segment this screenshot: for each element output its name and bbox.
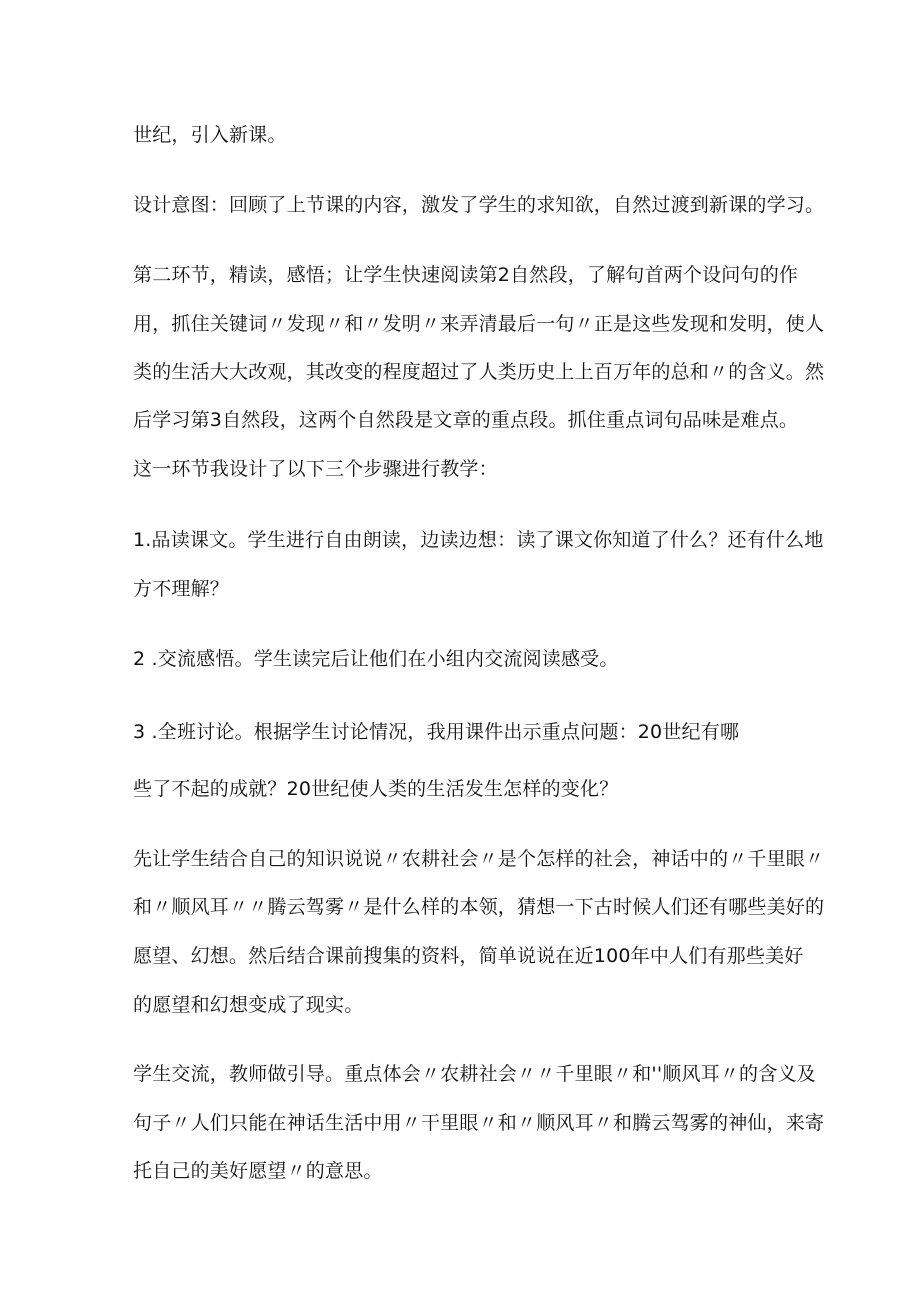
text-line: 第二环节，精读，感悟；让学生快速阅读第2自然段，了解句首两个设问句的作 xyxy=(133,264,799,286)
text-line: 后学习第3自然段，这两个自然段是文章的重点段。抓住重点词句品味是难点。 xyxy=(133,409,799,431)
text-line: 1.品读课文。学生进行自由朗读，边读边想：读了课文你知道了什么？还有什么地 xyxy=(133,529,824,551)
text-line: 和〃顺风耳〃〃腾云驾雾〃是什么样的本领，猜想一下古时候人们还有哪些美好的 xyxy=(133,896,825,918)
text-line: 这一环节我设计了以下三个步骤进行教学： xyxy=(133,458,498,480)
text-line: 些了不起的成就？20世纪使人类的生活发生怎样的变化？ xyxy=(133,778,619,800)
text-line: 3 .全班讨论。根据学生讨论情况，我用课件出示重点问题：20世纪有哪 xyxy=(133,721,740,743)
text-line: 方不理解？ xyxy=(133,578,230,600)
text-line: 2 .交流感悟。学生读完后让他们在小组内交流阅读感受。 xyxy=(133,648,619,670)
text-line: 托自己的美好愿望〃的意思。 xyxy=(133,1160,383,1182)
text-line: 学生交流，教师做引导。重点体会〃农耕社会〃〃千里眼〃和''顺风耳〃的含义及 xyxy=(133,1063,816,1085)
text-line: 设计意图：回顾了上节课的内容，激发了学生的求知欲，自然过渡到新课的学习。 xyxy=(133,194,825,216)
text-line: 的愿望和幻想变成了现实。 xyxy=(133,994,364,1016)
text-line: 先让学生结合自己的知识说说〃农耕社会〃是个怎样的社会，神话中的〃千里眼〃 xyxy=(133,848,825,870)
text-line: 愿望、幻想。然后结合课前搜集的资料，简单说说在近100年中人们有那些美好 xyxy=(133,945,804,967)
text-line: 世纪，引入新课。 xyxy=(133,124,287,146)
text-line: 句子〃人们只能在神话生活中用〃干里眼〃和〃顺风耳〃和腾云驾雾的神仙，来寄 xyxy=(133,1112,825,1134)
text-line: 用，抓住关键词〃发现〃和〃发明〃来弄清最后一句〃正是这些发现和发明，使人 xyxy=(133,313,825,335)
text-line: 类的生活大大改观，其改变的程度超过了人类历史上上百万年的总和〃的含义。然 xyxy=(133,361,825,383)
